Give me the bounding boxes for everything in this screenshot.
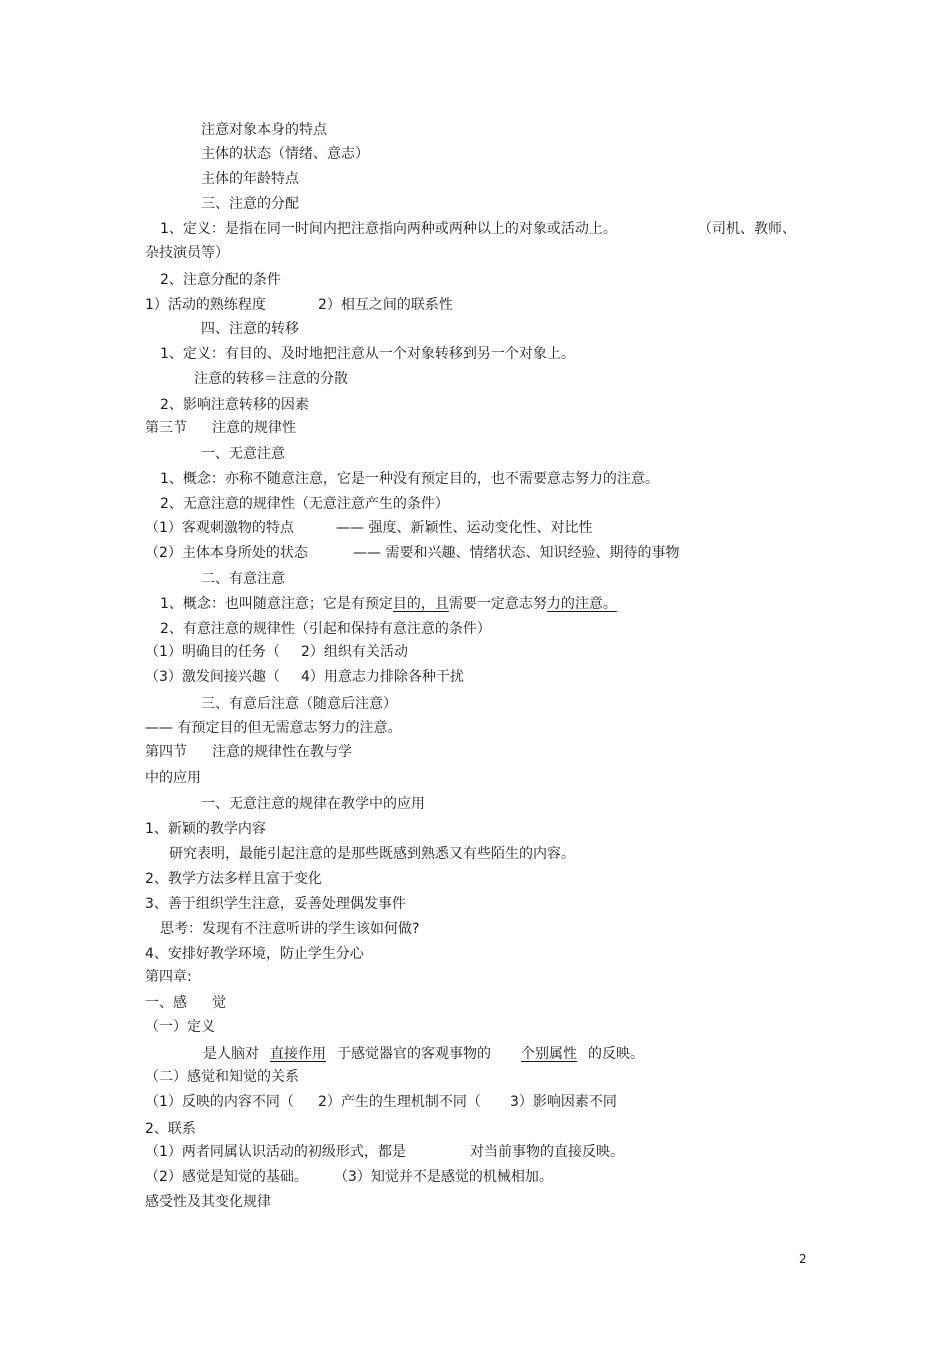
chapter-section-title: 中的应用 (145, 770, 201, 786)
section-heading: 三、注意的分配 (201, 196, 299, 212)
text-line: 2）相互之间的联系性 (318, 297, 453, 313)
section-heading: 一、无意注意的规律在教学中的应用 (201, 796, 425, 812)
text-line: 1、概念：亦称不随意注意，它是一种没有预定目的，也不需要意志努力的注意。 (160, 471, 659, 487)
text-line: 2、联系 (145, 1121, 196, 1137)
chapter-section-title: 第四节 (145, 744, 187, 760)
text-line: —— 需要和兴趣、情绪状态、知识经验、期待的事物 (353, 545, 680, 561)
text-line: 4、安排好教学环境，防止学生分心 (145, 946, 364, 962)
text-line: 注意的转移＝注意的分散 (194, 371, 348, 387)
chapter-section-title: 注意的规律性 (212, 420, 296, 436)
section-heading: 一、无意注意 (201, 446, 285, 462)
section-heading: 四、注意的转移 (201, 321, 299, 337)
text-span: 1、概念：也叫随意注意；它是有预定 (160, 596, 393, 612)
page-number: 2 (799, 1252, 807, 1266)
text-line: 对当前事物的直接反映。 (470, 1144, 624, 1160)
chapter-title: 第四章: (145, 969, 192, 985)
underlined-text: 直接作用 (270, 1046, 326, 1062)
subsection-heading: （二）感觉和知觉的关系 (145, 1069, 299, 1085)
section-heading: 觉 (212, 995, 226, 1011)
text-line (160, 595, 617, 613)
underlined-text: 目的，且 (392, 596, 449, 612)
text-line: 于感觉器官的客观事物的 (337, 1046, 491, 1062)
text-line: 研究表明，最能引起注意的是那些既感到熟悉又有些陌生的内容。 (169, 846, 575, 862)
text-line: （2）主体本身所处的状态 (145, 545, 308, 561)
text-line: （1）客观刺激物的特点 (145, 520, 294, 536)
text-line: 是人脑对 (203, 1046, 259, 1062)
text-line: 2、教学方法多样且富于变化 (145, 871, 322, 887)
text-line: 2、无意注意的规律性（无意注意产生的条件） (160, 496, 449, 512)
text-line: 主体的状态（情绪、意志） (201, 146, 369, 162)
text-line: 思考：发现有不注意听讲的学生该如何做? (160, 921, 420, 937)
text-line: （1）反映的内容不同（ (145, 1094, 294, 1110)
text-line: 杂技演员等） (145, 245, 229, 261)
chapter-section-title: 注意的规律性在教与学 (212, 744, 352, 760)
text-line: （2）感觉是知觉的基础。 (145, 1169, 308, 1185)
text-line: 主体的年龄特点 (201, 171, 299, 187)
text-line: 1、定义：是指在同一时间内把注意指向两种或两种以上的对象或活动上。 (160, 221, 617, 237)
text-line: 2、有意注意的规律性（引起和保持有意注意的条件） (160, 621, 491, 637)
text-line: （1）两者同属认识活动的初级形式，都是 (145, 1144, 406, 1160)
text-line: （司机、教师、 (698, 221, 796, 237)
underlined-text: 力的注意。 (546, 596, 617, 612)
text-line: 1）活动的熟练程度 (145, 297, 266, 313)
text-line: 4）用意志力排除各种干扰 (301, 669, 464, 685)
text-line: —— 有预定目的但无需意志努力的注意。 (145, 720, 402, 736)
text-line: （1）明确目的任务（ (145, 644, 280, 660)
section-heading: 感受性及其变化规律 (145, 1194, 271, 1210)
text-line: 的反映。 (588, 1046, 644, 1062)
text-line: （3）激发间接兴趣（ (145, 669, 280, 685)
text-line: 2）组织有关活动 (301, 644, 408, 660)
text-line: 1、新颖的教学内容 (145, 821, 266, 837)
section-heading: 一、感 (145, 995, 187, 1011)
text-line: 3、善于组织学生注意，妥善处理偶发事件 (145, 896, 406, 912)
text-span: 需要一定意志努 (448, 596, 547, 612)
subsection-heading: （一）定义 (145, 1019, 215, 1035)
text-line: 2、注意分配的条件 (160, 272, 281, 288)
text-line: —— 强度、新颖性、运动变化性、对比性 (336, 520, 593, 536)
section-heading: 二、有意注意 (201, 571, 285, 587)
text-line: 2）产生的生理机制不同（ (318, 1094, 481, 1110)
text-line: 1、定义：有目的、及时地把注意从一个对象转移到另一个对象上。 (160, 346, 575, 362)
underlined-text: 个别属性 (521, 1046, 577, 1062)
text-line: 3）影响因素不同 (510, 1094, 617, 1110)
section-heading: 三、有意后注意（随意后注意） (201, 696, 397, 712)
text-line: 注意对象本身的特点 (201, 122, 327, 138)
text-line: （3）知觉并不是感觉的机械相加。 (334, 1169, 553, 1185)
text-line: 2、影响注意转移的因素 (160, 397, 309, 413)
chapter-section-title: 第三节 (145, 420, 187, 436)
